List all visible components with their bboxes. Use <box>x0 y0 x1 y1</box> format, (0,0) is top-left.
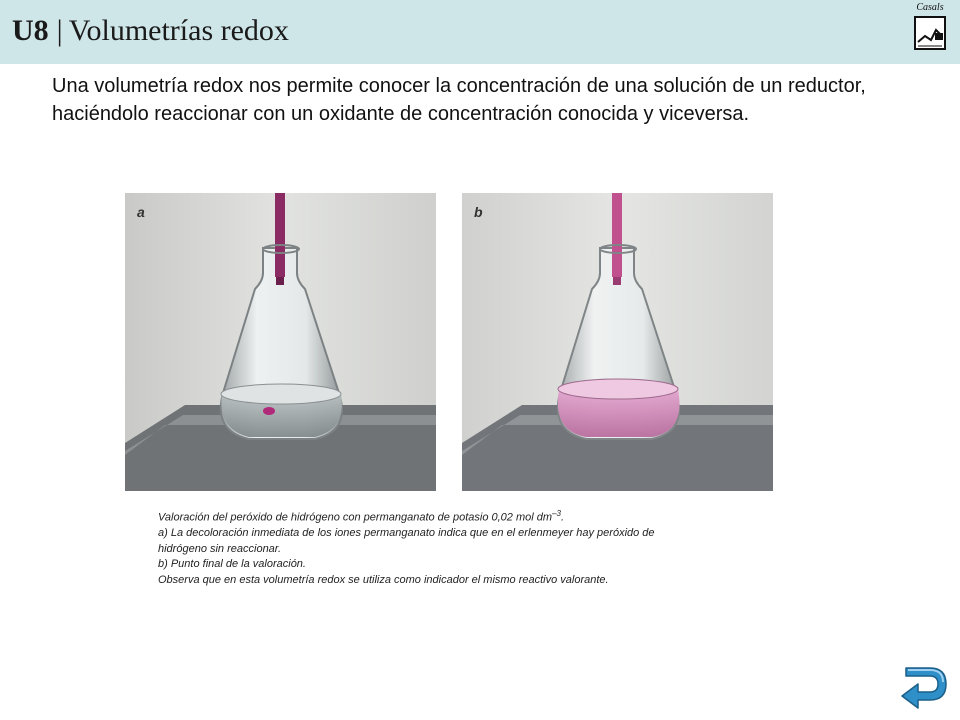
caption-exponent: –3 <box>552 509 561 518</box>
photo-flask-b <box>462 193 773 491</box>
return-button[interactable] <box>900 660 950 712</box>
unit-label: U8 <box>12 14 49 47</box>
panel-a-label: a <box>137 204 145 220</box>
panel-b-label: b <box>474 204 483 220</box>
caption-line-3: hidrógeno sin reaccionar. <box>158 542 282 555</box>
caption-line-4: b) Punto final de la valoración. <box>158 558 306 571</box>
caption-line-1 <box>158 506 778 526</box>
caption-line-1-end: . <box>560 511 564 524</box>
figure-caption <box>158 506 778 588</box>
flask-a-illustration <box>125 193 436 491</box>
photo-flask-a <box>125 193 436 491</box>
intro-paragraph: Una volumetría redox nos permite conocer la concentración de una solución de un reductor, haciéndolo reaccionar con un oxidante de concentración conocida y viceversa. <box>52 75 866 125</box>
u-turn-arrow-icon <box>900 660 950 712</box>
caption-line-5: Observa que en esta volumetría redox se utiliza como indicador el mismo reactivo valorante. <box>158 573 609 586</box>
title-separator: | <box>56 14 63 47</box>
title-text: Volumetrías redox <box>68 14 289 47</box>
casals-logo <box>908 2 952 52</box>
caption-line-1-text: Valoración del peróxido de hidrógeno con permanganato de potasio 0,02 mol dm <box>158 511 553 524</box>
header-bar <box>0 0 960 64</box>
graph-logo-icon <box>914 16 946 50</box>
logo-text: Casals <box>916 2 944 13</box>
caption-line-2: a) La decoloración inmediata de los iones permanganato indica que en el erlenmeyer hay peróxido de <box>158 527 655 540</box>
flask-b-illustration <box>462 193 773 491</box>
page-title <box>12 14 289 48</box>
